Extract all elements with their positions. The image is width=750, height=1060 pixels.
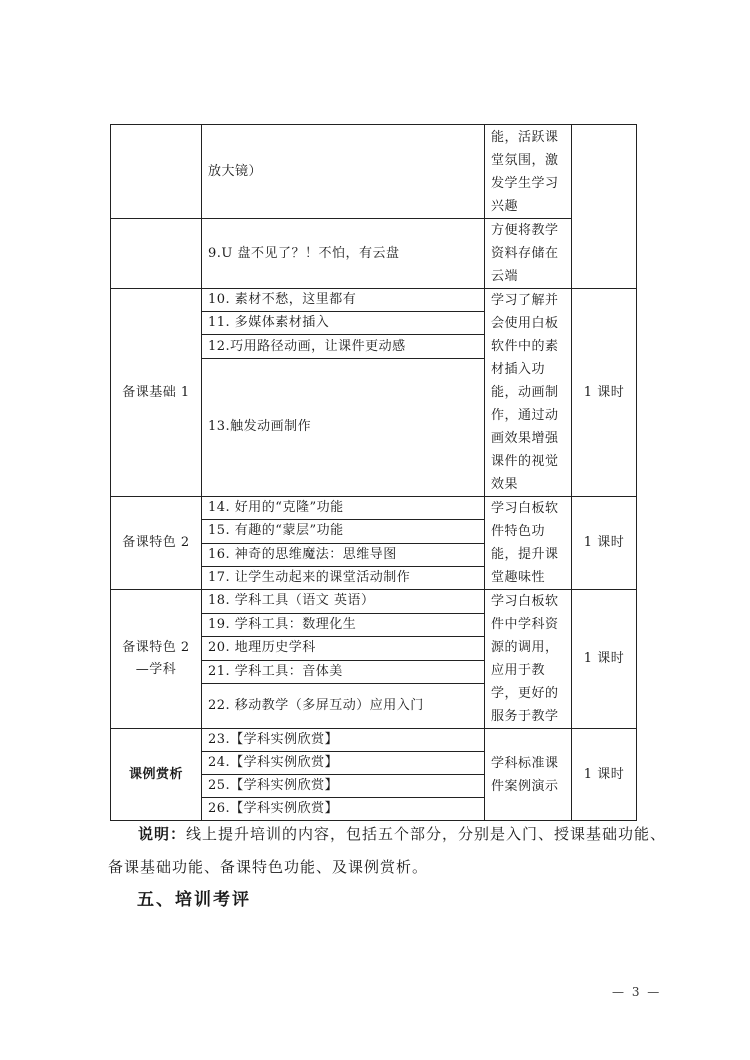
content-item: 19. 学科工具：数理化生: [202, 613, 485, 637]
table-row: [111, 590, 637, 614]
module-cell: 课例赏析: [111, 729, 202, 821]
goal-cell: 方便将教学资料存储在云端: [485, 219, 572, 289]
hours-cell: 1 课时: [572, 590, 637, 729]
table-row: [111, 219, 637, 289]
goal-cell: 学习白板软件特色功能，提升课堂趣味性: [485, 497, 572, 590]
content-item: 10. 素材不愁，这里都有: [202, 289, 485, 312]
table-row: [111, 289, 637, 312]
content-item: 13.触发动画制作: [202, 358, 485, 496]
content-item: 24.【学科实例欣赏】: [202, 752, 485, 775]
goal-cell: 学科标准课件案例演示: [485, 729, 572, 821]
explanation-paragraph: [108, 818, 668, 884]
module-cell-empty: [111, 125, 202, 219]
content-item: 21. 学科工具：音体美: [202, 660, 485, 684]
module-cell: 备课基础 1: [111, 289, 202, 497]
content-item: 17. 让学生动起来的课堂活动制作: [202, 566, 485, 589]
module-cell: 备课特色 2—学科: [111, 590, 202, 729]
table-row: [111, 729, 637, 752]
module-cell: 备课特色 2: [111, 497, 202, 590]
hours-cell: 1 课时: [572, 729, 637, 821]
table-row: [111, 125, 637, 219]
content-item: 26.【学科实例欣赏】: [202, 798, 485, 821]
explanation-text: 线上提升培训的内容，包括五个部分，分别是入门、授课基础功能、备课基础功能、备课特色功能、及课例赏析。: [108, 825, 667, 876]
hours-cell: 1 课时: [572, 289, 637, 497]
content-item: 20. 地理历史学科: [202, 637, 485, 661]
content-item: 22. 移动教学（多屏互动）应用入门: [202, 684, 485, 729]
content-item: 23.【学科实例欣赏】: [202, 729, 485, 752]
content-item: 16. 神奇的思维魔法：思维导图: [202, 543, 485, 566]
content-item: 25.【学科实例欣赏】: [202, 775, 485, 798]
goal-cell: 能，活跃课堂氛围，激发学生学习兴趣: [485, 125, 572, 219]
course-table: [110, 124, 637, 821]
content-item: 11. 多媒体素材插入: [202, 312, 485, 335]
section-heading: 五、培训考评: [137, 890, 251, 910]
content-cell: 放大镜）: [202, 125, 485, 219]
explanation-label: 说明：: [138, 825, 187, 843]
page-number: — 3 —: [612, 985, 662, 999]
content-item: 12.巧用路径动画，让课件更动感: [202, 335, 485, 358]
hours-cell: 1 课时: [572, 497, 637, 590]
content-item: 15. 有趣的“蒙层”功能: [202, 520, 485, 543]
goal-cell: 学习白板软件中学科资源的调用，应用于教学，更好的服务于教学: [485, 590, 572, 729]
hours-cell-empty: [572, 125, 637, 289]
goal-cell: 学习了解并会使用白板软件中的素材插入功能，动画制作，通过动画效果增强课件的视觉效果: [485, 289, 572, 497]
content-item: 18. 学科工具（语文 英语）: [202, 590, 485, 614]
content-item: 14. 好用的“克隆”功能: [202, 497, 485, 520]
module-cell-empty: [111, 219, 202, 289]
table-row: [111, 497, 637, 520]
content-cell: 9.U 盘不见了？！不怕，有云盘: [202, 219, 485, 289]
